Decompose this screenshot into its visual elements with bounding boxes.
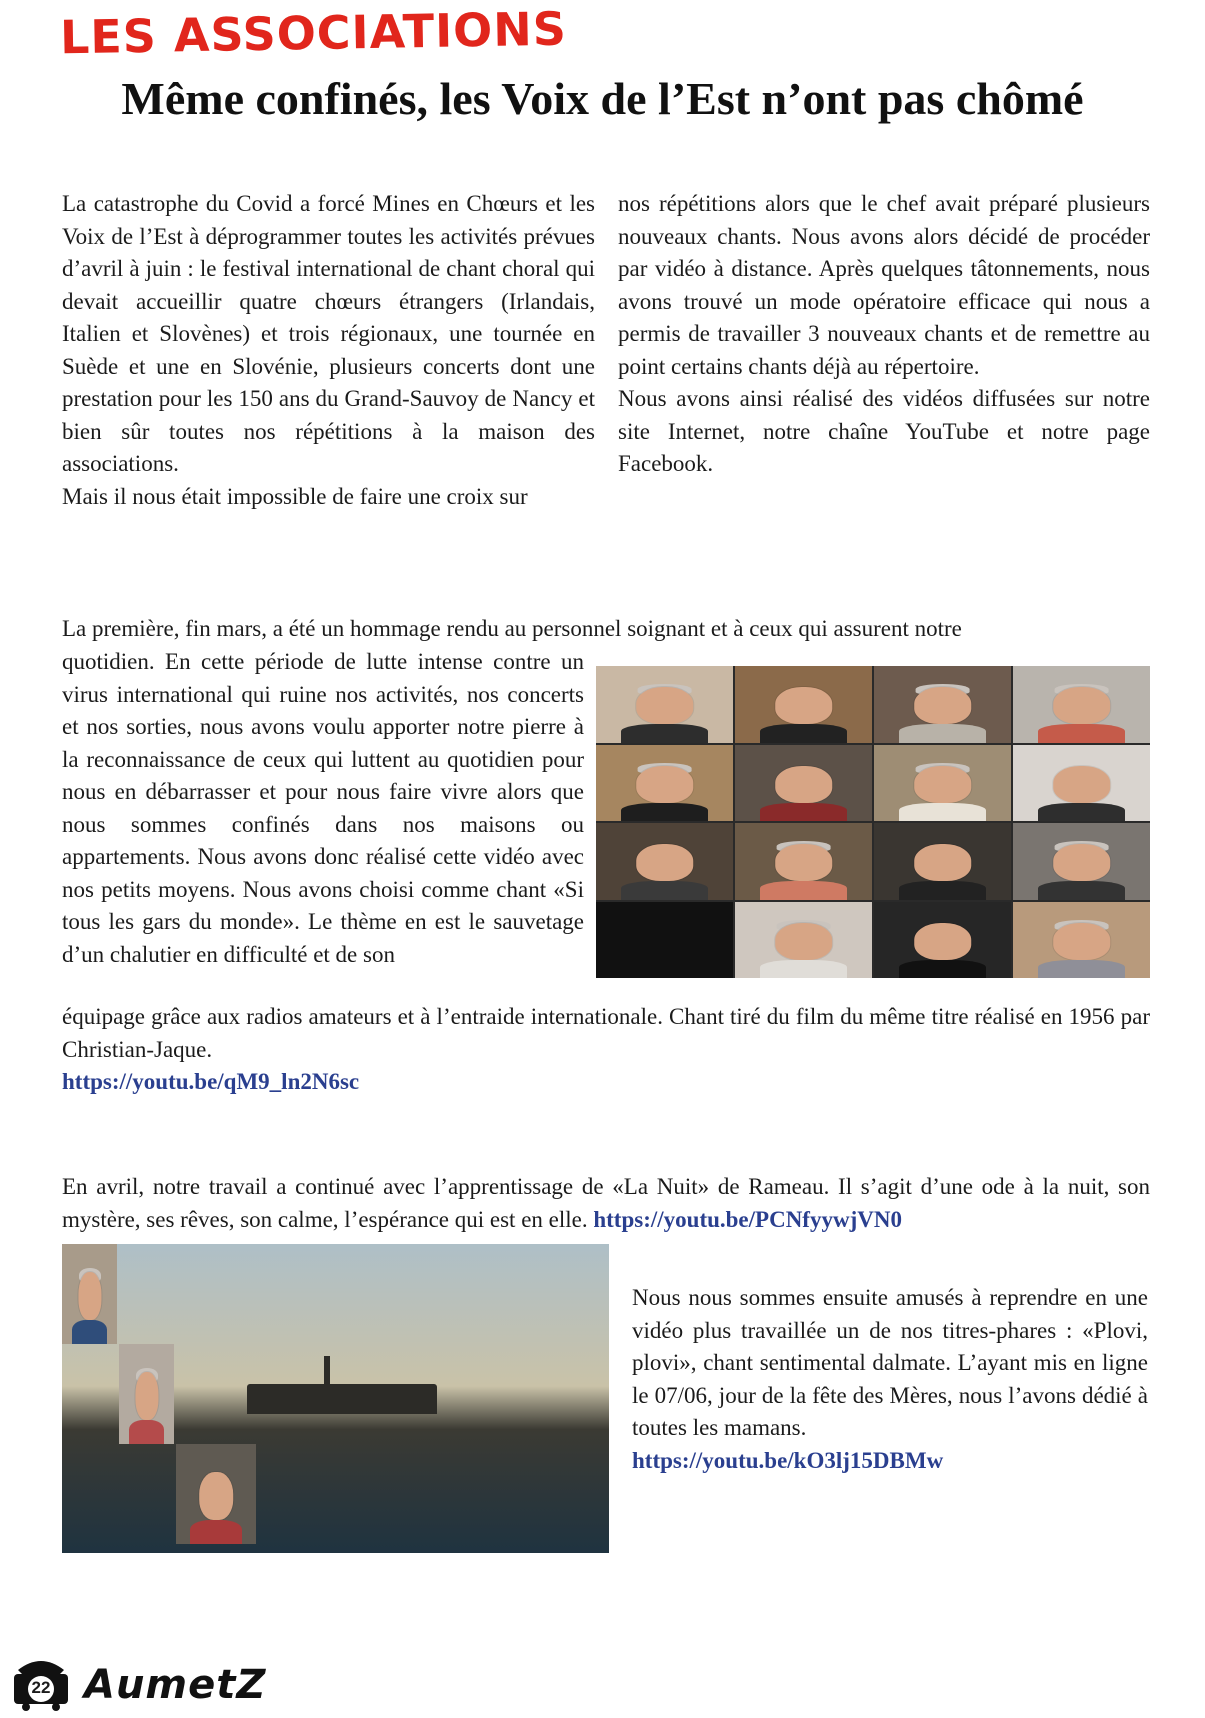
video-link-3[interactable]: https://youtu.be/kO3lj15DBMw (632, 1447, 944, 1473)
participant-tile (874, 902, 1011, 979)
tribute-tail-text: équipage grâce aux radios amateurs et à l’entraide internationale. Chant tiré du film du même titre réalisé en 1956 par Christian-Jaque. (62, 1004, 1150, 1062)
plovi-paragraph: Nous nous sommes ensuite amusés à reprendre en une vidéo plus travaillée un de nos titres-phares : «Plovi, plovi», chant sentimental dalmate. L’ayant mis en ligne le 07/06, jour de la fête des Mères, nous l’avons dédié à toutes les mamans. (632, 1285, 1148, 1440)
tribute-wrapped-text: quotidien. En cette période de lutte intense contre un virus international qui ruine nos activités, nos concerts et nos sorties, nous avons voulu apporter notre pierre à la reconnaissance de ceux qui luttent au quotidien pour nous en débarrasser et pour nous faire vivre alors que nous sommes confinés dans nos maisons ou appartements. Nous avons donc réalisé cette vidéo avec nos petits moyens. Nous avons choisi comme chant «Si tous les gars du monde». Le thème en est le sauvetage d’un chalutier en difficulté et de son (62, 649, 584, 967)
church-tower (324, 1356, 330, 1386)
participant-tile (735, 666, 872, 743)
participant-tile (735, 745, 872, 822)
participant-tile (596, 745, 733, 822)
page-number-badge (8, 1652, 74, 1712)
participant-tile (176, 1444, 256, 1544)
intro-paragraph-3: nos répétitions alors que le chef avait préparé plusieurs nouveaux chants. Nous avons alors décidé de procéder par vidéo à distance. Après quelques tâtonnements, nous avons trouvé un mode opératoire efficace qui nous a permis de travailler 3 nouveaux chants et de remettre au point certains chants déjà au répertoire. (618, 191, 1150, 379)
participant-tile (874, 745, 1011, 822)
section-label: LES ASSOCIATIONS (59, 1, 568, 65)
participant-tile (1013, 823, 1150, 900)
participant-tile (119, 1344, 174, 1444)
intro-paragraph-1: La catastrophe du Covid a forcé Mines en Chœurs et les Voix de l’Est à déprogrammer toutes les activités prévues d’avril à juin : le festival international de chant choral qui devait accueillir quatre chœurs étrangers (Irlandais, Italien et Slovènes) et trois régionaux, une tournée en Suède et une en Slovénie, plusieurs concerts dont une prestation pour les 150 ans du Grand-Sauvoy de Nancy et bien sûr toutes nos répétitions à la maison des associations. (62, 191, 595, 476)
la-nuit-text (62, 1171, 1150, 1236)
intro-column-1 (62, 188, 595, 513)
page-number: 22 (31, 1678, 51, 1697)
intro-column-2 (618, 188, 1150, 481)
participant-tile (735, 902, 872, 979)
intro-paragraph-4: Nous avons ainsi réalisé des vidéos diffusées sur notre site Internet, notre chaîne YouTube et notre page Facebook. (618, 386, 1150, 476)
harbour-sunset-collage (62, 1244, 609, 1553)
participant-tile (1013, 666, 1150, 743)
participant-tile (596, 666, 733, 743)
article-title: Même confinés, les Voix de l’Est n’ont pas chômé (121, 73, 1084, 124)
harbour-town-silhouette (247, 1384, 437, 1414)
participant-tile (62, 1244, 117, 1344)
video-link-2[interactable]: https://youtu.be/PCNfyywjVN0 (593, 1206, 902, 1232)
video-call-collage (596, 666, 1150, 978)
participant-tile (874, 666, 1011, 743)
plovi-column (632, 1282, 1148, 1477)
video-link-1[interactable]: https://youtu.be/qM9_ln2N6sc (62, 1069, 360, 1094)
participant-tile (596, 902, 733, 979)
tribute-first-line: La première, fin mars, a été un hommage rendu au personnel soignant et à ceux qui assurent notre (62, 616, 962, 641)
magazine-logo: AumetZ (84, 1662, 267, 1708)
participant-tile (735, 823, 872, 900)
participant-tile (874, 823, 1011, 900)
intro-paragraph-2: Mais il nous était impossible de faire une croix sur (62, 483, 528, 509)
participant-tile (596, 823, 733, 900)
participant-tile (1013, 745, 1150, 822)
la-nuit-paragraph: En avril, notre travail a continué avec l’apprentissage de «La Nuit» de Rameau. Il s’agit d’une ode à la nuit, son mystère, ses rêves, son calme, l’espérance qui est en elle. (62, 1174, 1150, 1232)
participant-tile (1013, 902, 1150, 979)
